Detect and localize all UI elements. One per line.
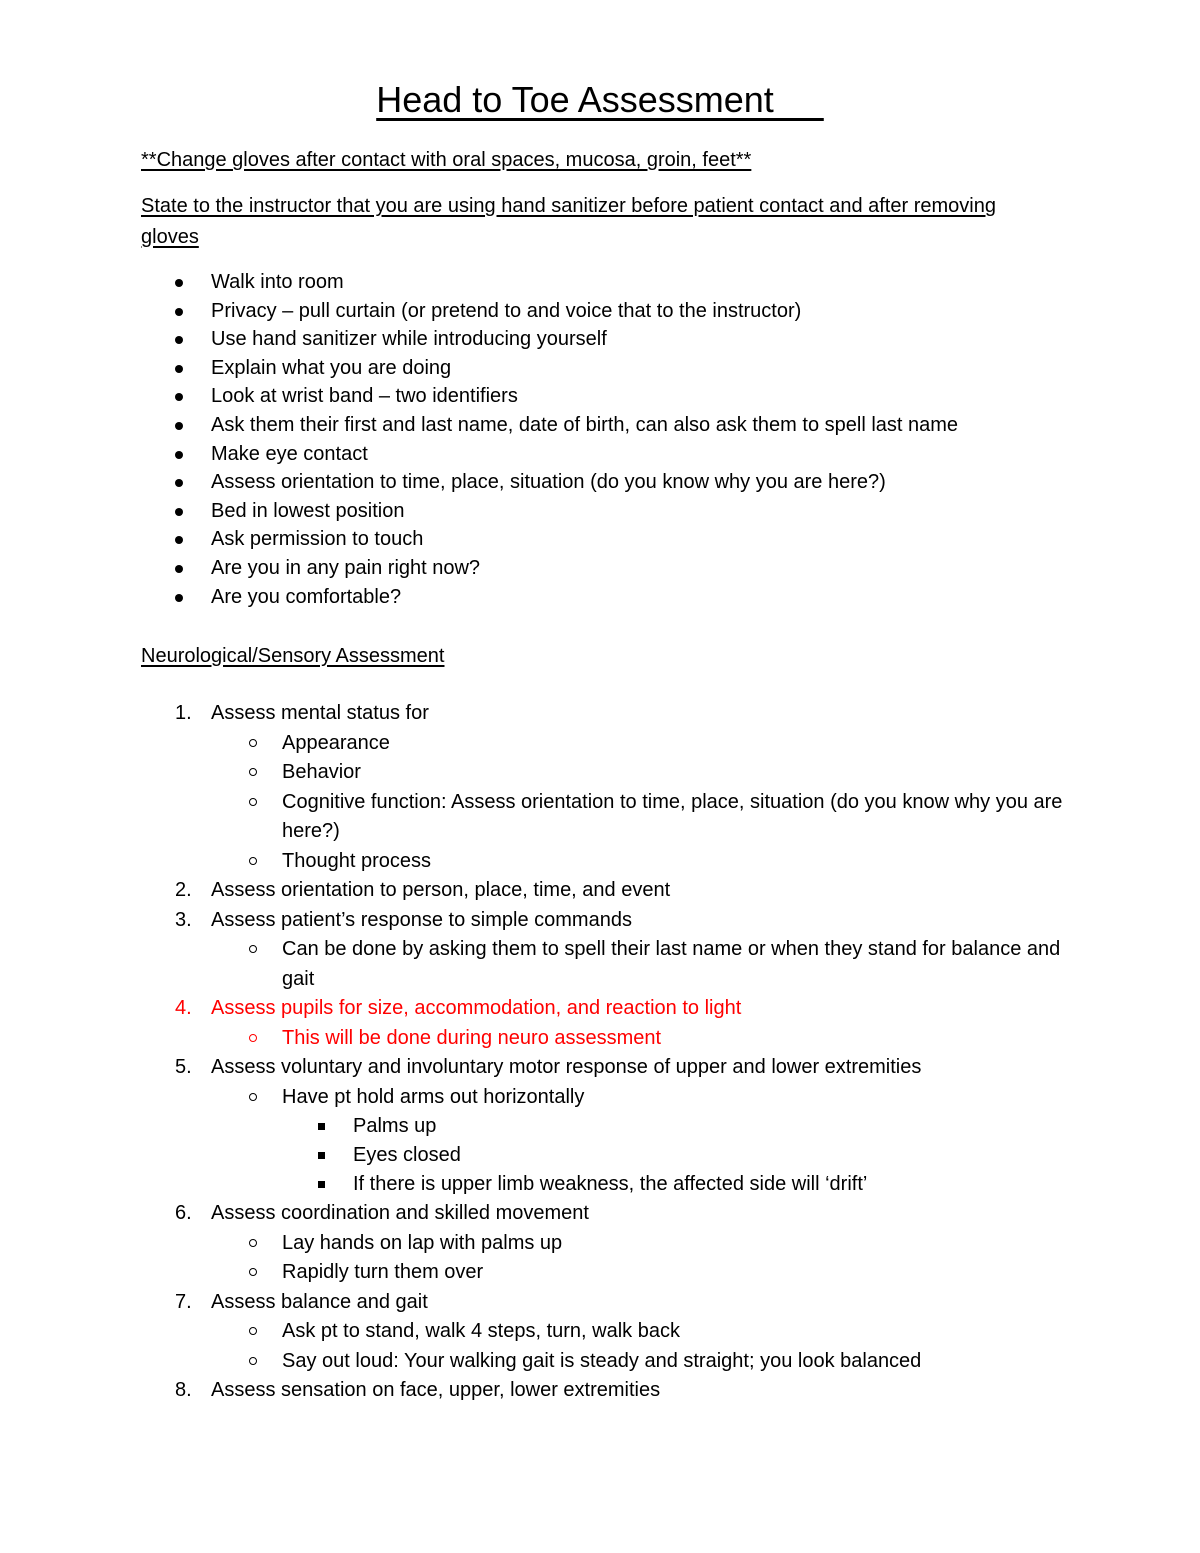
list-item [141, 583, 1091, 612]
hollow-bullet-icon [249, 857, 257, 865]
step-item [141, 699, 1091, 876]
list-item [141, 554, 1091, 583]
step-item [141, 994, 1091, 1053]
step-item [141, 1376, 1091, 1406]
bullet-icon [175, 565, 183, 573]
hollow-bullet-icon [249, 1357, 257, 1365]
list-item [141, 468, 1091, 497]
step-text: Assess orientation to person, place, time, and event [211, 879, 671, 901]
sub-item [211, 758, 1091, 788]
step-text: Assess balance and gait [211, 1290, 428, 1313]
list-item [141, 297, 1091, 326]
step-text: Assess pupils for size, accommodation, and reaction to light [211, 997, 742, 1019]
list-item-text: Are you comfortable? [211, 585, 402, 608]
glove-change-note: **Change gloves after contact with oral spaces, mucosa, groin, feet** [141, 149, 752, 171]
step-number: 5. [175, 1056, 192, 1078]
sub-item [211, 1024, 1091, 1054]
list-item [141, 440, 1091, 469]
sub-list [211, 1024, 1091, 1054]
hollow-bullet-icon [249, 1327, 257, 1335]
sub-item [211, 1229, 1091, 1259]
sub-item [211, 847, 1091, 877]
list-item-text: Use hand sanitizer while introducing yourself [211, 328, 607, 351]
list-item [141, 525, 1091, 554]
sub-list [211, 1229, 1091, 1288]
step-number: 2. [175, 879, 192, 901]
bullet-icon [175, 336, 183, 344]
list-item [141, 325, 1091, 354]
list-item-text: Assess orientation to time, place, situation (do you know why you are here?) [211, 471, 886, 494]
hollow-bullet-icon [249, 1268, 257, 1276]
sub-item [211, 788, 1082, 847]
sub-item-text: Say out loud: Your walking gait is steady and straight; you look balanced [282, 1349, 922, 1372]
bullet-icon [175, 422, 183, 430]
step-number: 7. [175, 1290, 192, 1313]
step-number: 3. [175, 908, 192, 931]
step-number: 4. [175, 997, 192, 1019]
list-item-text: Ask them their first and last name, date of birth, can also ask them to spell last name [211, 413, 959, 436]
sub-item-text: Lay hands on lap with palms up [282, 1231, 563, 1254]
neuro-steps-list [141, 699, 1091, 1406]
sub-sub-item-text: If there is upper limb weakness, the affected side will ‘drift’ [353, 1173, 868, 1195]
step-number: 6. [175, 1202, 192, 1224]
list-item [141, 497, 1091, 526]
list-item-text: Ask permission to touch [211, 528, 424, 551]
square-bullet-icon [318, 1181, 325, 1188]
hollow-bullet-icon [249, 798, 257, 806]
sub-item-text: This will be done during neuro assessment [282, 1026, 662, 1049]
step-item [141, 1199, 1091, 1288]
list-item-text: Are you in any pain right now? [211, 556, 481, 579]
list-item-text: Make eye contact [211, 442, 368, 465]
sub-item [211, 729, 1091, 759]
bullet-icon [175, 308, 183, 316]
step-text: Assess coordination and skilled movement [211, 1202, 589, 1224]
square-bullet-icon [318, 1123, 325, 1130]
sub-item-text: Rapidly turn them over [282, 1261, 484, 1283]
hollow-bullet-icon [249, 1093, 257, 1101]
list-item-text: Walk into room [211, 271, 344, 293]
hollow-bullet-icon [249, 768, 257, 776]
step-item [141, 876, 1091, 906]
step-text: Assess sensation on face, upper, lower extremities [211, 1379, 661, 1401]
list-item [141, 411, 1091, 440]
sub-list [211, 935, 1091, 994]
sub-item-text: Cognitive function: Assess orientation to time, place, situation (do you know why you are here?) [282, 790, 1063, 842]
sub-item-text: Thought process [282, 849, 431, 872]
bullet-icon [175, 536, 183, 544]
step-text: Assess patient’s response to simple commands [211, 908, 632, 931]
bullet-icon [175, 479, 183, 487]
bullet-icon [175, 393, 183, 401]
square-bullet-icon [318, 1152, 325, 1159]
step-number: 1. [175, 702, 192, 724]
sub-item-text: Behavior [282, 761, 361, 783]
sub-item [211, 1258, 1091, 1288]
bullet-icon [175, 279, 183, 287]
bullet-icon [175, 508, 183, 516]
sub-sub-item [282, 1141, 1091, 1170]
sub-item-text: Ask pt to stand, walk 4 steps, turn, walk back [282, 1320, 680, 1342]
hollow-bullet-icon [249, 1239, 257, 1247]
sub-sub-item-text: Palms up [353, 1115, 437, 1137]
step-text: Assess mental status for [211, 702, 429, 724]
sub-list [211, 1083, 1091, 1200]
sub-list [211, 729, 1091, 877]
hollow-bullet-icon [249, 945, 257, 953]
list-item-text: Look at wrist band – two identifiers [211, 385, 518, 408]
list-item-text: Bed in lowest position [211, 499, 405, 522]
intro-checklist [141, 268, 1091, 611]
step-item [141, 1053, 1091, 1199]
sub-item-text: Appearance [282, 731, 390, 754]
step-item [141, 1288, 1091, 1377]
hollow-bullet-icon [249, 1034, 257, 1042]
list-item [141, 382, 1091, 411]
bullet-icon [175, 365, 183, 373]
sub-sub-list [282, 1112, 1091, 1199]
bullet-icon [175, 594, 183, 602]
section-heading: Neurological/Sensory Assessment [141, 645, 445, 667]
sub-item-text: Can be done by asking them to spell their last name or when they stand for balance and gait [282, 938, 1061, 990]
sub-sub-item [282, 1112, 1091, 1141]
list-item [141, 268, 1091, 297]
step-number: 8. [175, 1379, 192, 1401]
sub-item [211, 1347, 1091, 1377]
page-title: Head to Toe Assessment [376, 79, 824, 120]
sub-item [211, 935, 1082, 994]
sub-item-text: Have pt hold arms out horizontally [282, 1085, 585, 1108]
bullet-icon [175, 451, 183, 459]
list-item [141, 354, 1091, 383]
list-item-text: Explain what you are doing [211, 356, 452, 379]
list-item-text: Privacy – pull curtain (or pretend to and voice that to the instructor) [211, 299, 802, 322]
sub-item [211, 1083, 1091, 1200]
sub-list [211, 1317, 1091, 1376]
step-item [141, 906, 1091, 995]
sub-sub-item-text: Eyes closed [353, 1144, 461, 1166]
sub-item [211, 1317, 1091, 1347]
hand-sanitizer-note: State to the instructor that you are using hand sanitizer before patient contact and after removing gloves [141, 195, 996, 248]
sub-sub-item [282, 1170, 1091, 1199]
step-text: Assess voluntary and involuntary motor response of upper and lower extremities [211, 1056, 922, 1078]
hollow-bullet-icon [249, 739, 257, 747]
